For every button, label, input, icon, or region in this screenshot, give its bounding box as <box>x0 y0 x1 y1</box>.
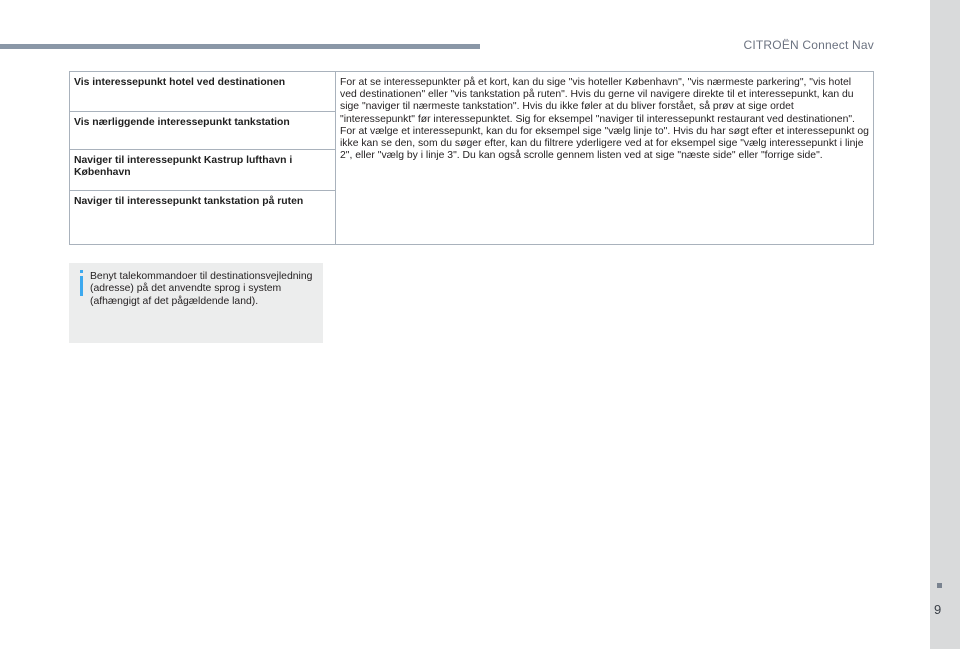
info-box <box>69 263 323 343</box>
description-cell <box>336 72 874 245</box>
header-title: CITROËN Connect Nav <box>743 38 874 52</box>
header-rule <box>0 44 480 49</box>
info-text: Benyt talekommandoer til destinationsvejledning (adresse) på det anvendte sprog i system (afhængigt af det pågældende land). <box>90 271 313 307</box>
side-strip <box>930 0 960 649</box>
info-icon <box>78 270 86 296</box>
command-cell: Vis interessepunkt hotel ved destinationen <box>70 72 336 112</box>
page-number: 9 <box>934 602 942 617</box>
table-row <box>70 72 874 112</box>
command-cell: Vis nærliggende interessepunkt tankstation <box>70 112 336 150</box>
description-paragraph: For at se interessepunkter på et kort, kan du sige "vis hoteller København", "vis nærmeste parkering", "vis hotel ved destinationen" eller "vis tankstation på ruten". Hvis du gerne vil navigere direkte til et interessepunkt, kan du sige "naviger til nærmeste tankstation". Hvis du ikke føler at du bliver forstået, så prøv at sige ordet "interessepunkt" før interessepunktet. Sig for eksempel "naviger til interessepunkt restaurant ved destinationen". <box>340 77 855 125</box>
command-cell: Naviger til interessepunkt tankstation på ruten <box>70 191 336 245</box>
page-marker <box>937 583 942 588</box>
command-cell: Naviger til interessepunkt Kastrup lufthavn i København <box>70 150 336 191</box>
voice-command-table <box>69 71 874 245</box>
description-paragraph: For at vælge et interessepunkt, kan du for eksempel sige "vælg linje to". Hvis du har søgt efter et interessepunkt og ikke kan se den, som du søger efter, kan du filtrere yderligere ved at for eksempel sige "vælg interessepunkt i linje 2", eller "vælg by i linje 3". Du kan også scrolle gennem listen ved at sige "næste side" eller "forrige side". <box>340 125 869 162</box>
